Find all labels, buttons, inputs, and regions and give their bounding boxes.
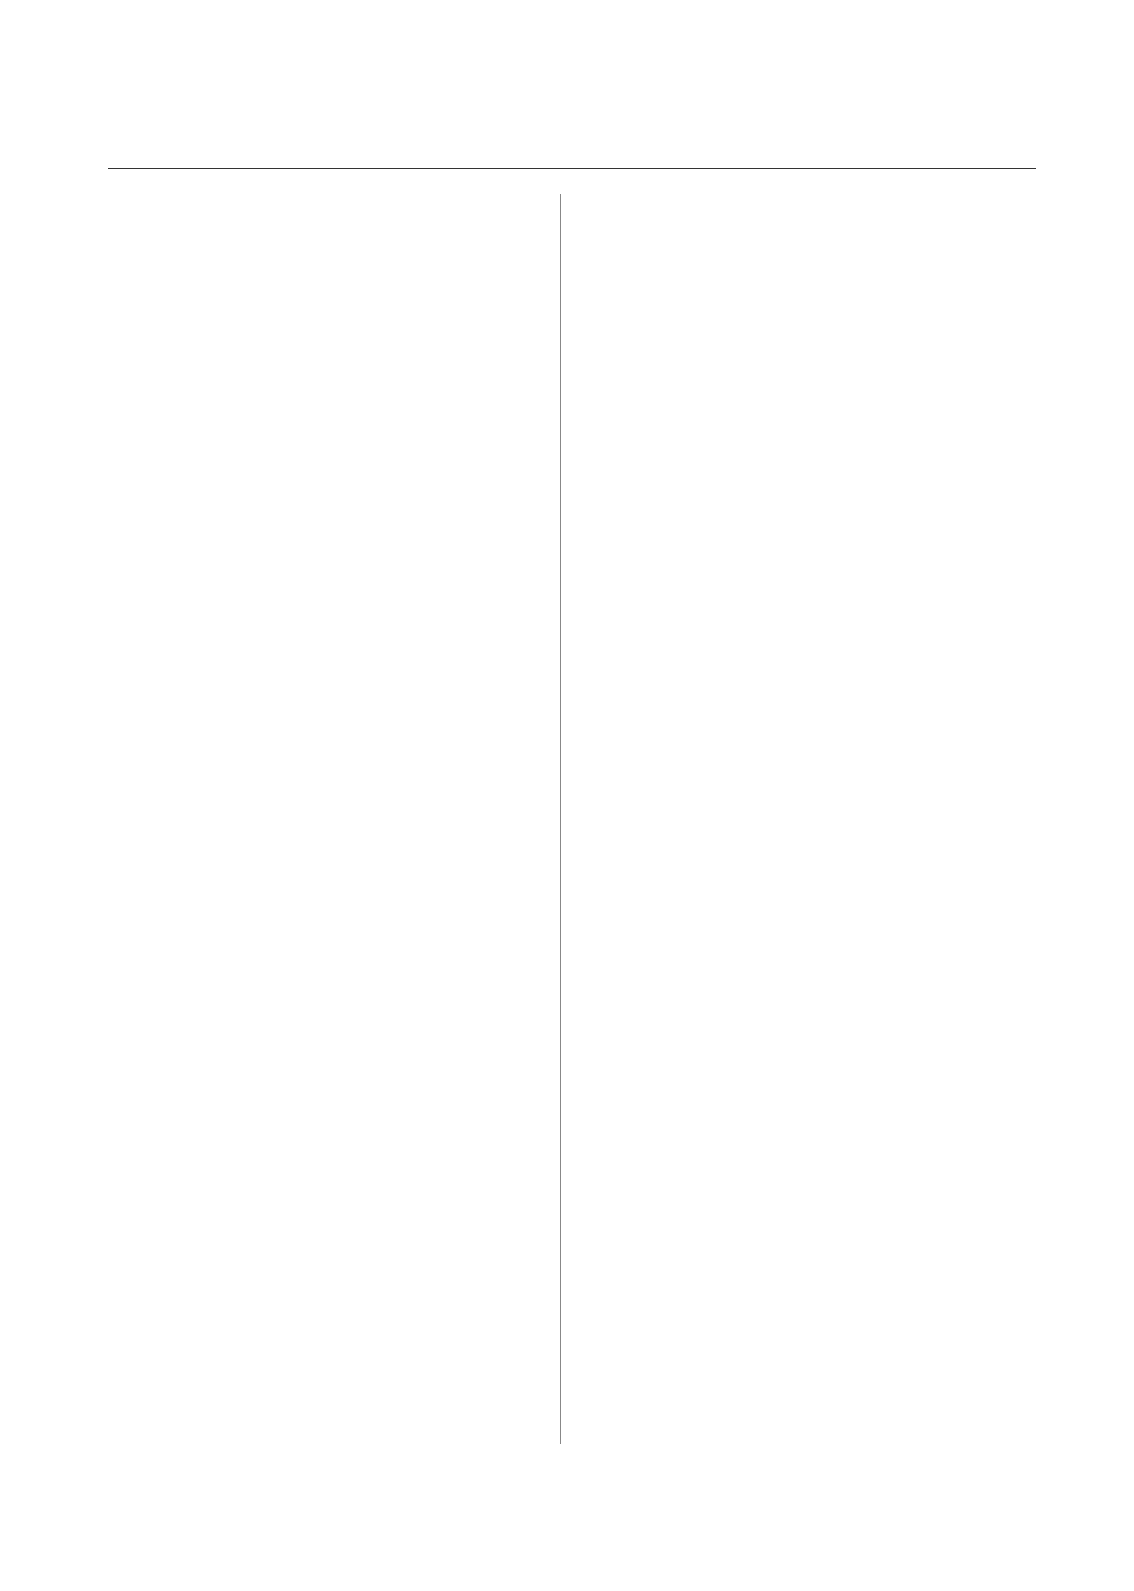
running-header <box>108 144 1036 169</box>
figure-8 <box>140 340 500 800</box>
column-divider <box>560 194 561 1444</box>
figure-9 <box>140 836 510 1108</box>
right-column <box>582 195 1014 201</box>
